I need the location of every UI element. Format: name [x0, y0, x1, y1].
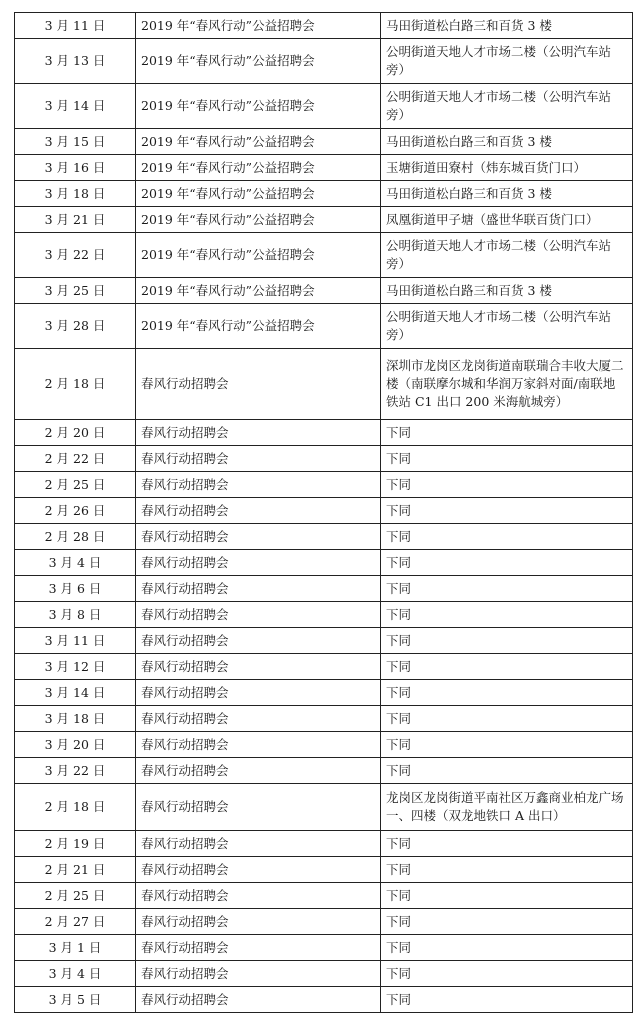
date-cell: 2 月 26 日 [15, 498, 136, 524]
location-cell: 下同 [381, 420, 633, 446]
date-cell: 3 月 1 日 [15, 935, 136, 961]
date-cell: 3 月 4 日 [15, 961, 136, 987]
event-name-cell: 春风行动招聘会 [136, 349, 381, 420]
location-cell: 下同 [381, 576, 633, 602]
location-cell: 下同 [381, 446, 633, 472]
event-name-cell: 春风行动招聘会 [136, 550, 381, 576]
location-cell: 下同 [381, 935, 633, 961]
date-cell: 2 月 22 日 [15, 446, 136, 472]
location-cell: 下同 [381, 706, 633, 732]
event-name-cell: 春风行动招聘会 [136, 857, 381, 883]
date-cell: 2 月 25 日 [15, 883, 136, 909]
table-row [15, 304, 633, 349]
table-row [15, 349, 633, 420]
event-name-cell: 2019 年“春风行动”公益招聘会 [136, 233, 381, 278]
event-name-cell: 2019 年“春风行动”公益招聘会 [136, 129, 381, 155]
location-cell: 玉塘街道田寮村（炜东城百货门口） [381, 155, 633, 181]
table-row [15, 831, 633, 857]
table-row [15, 987, 633, 1013]
event-name-cell: 春风行动招聘会 [136, 935, 381, 961]
date-cell: 3 月 14 日 [15, 680, 136, 706]
table-row [15, 550, 633, 576]
event-name-cell: 春风行动招聘会 [136, 420, 381, 446]
date-cell: 2 月 20 日 [15, 420, 136, 446]
location-cell: 下同 [381, 654, 633, 680]
event-name-cell: 2019 年“春风行动”公益招聘会 [136, 207, 381, 233]
event-name-cell: 春风行动招聘会 [136, 524, 381, 550]
table-row [15, 498, 633, 524]
event-name-cell: 春风行动招聘会 [136, 961, 381, 987]
table-row [15, 129, 633, 155]
date-cell: 3 月 18 日 [15, 181, 136, 207]
table-row [15, 680, 633, 706]
location-cell: 马田街道松白路三和百货 3 楼 [381, 278, 633, 304]
location-cell: 下同 [381, 628, 633, 654]
date-cell: 3 月 28 日 [15, 304, 136, 349]
date-cell: 3 月 4 日 [15, 550, 136, 576]
table-row [15, 181, 633, 207]
table-row [15, 472, 633, 498]
location-cell: 公明街道天地人才市场二楼（公明汽车站旁） [381, 39, 633, 84]
event-name-cell: 春风行动招聘会 [136, 831, 381, 857]
table-row [15, 628, 633, 654]
event-name-cell: 春风行动招聘会 [136, 987, 381, 1013]
location-cell: 下同 [381, 550, 633, 576]
location-cell: 公明街道天地人才市场二楼（公明汽车站旁） [381, 233, 633, 278]
event-name-cell: 春风行动招聘会 [136, 784, 381, 831]
event-name-cell: 2019 年“春风行动”公益招聘会 [136, 278, 381, 304]
event-name-cell: 2019 年“春风行动”公益招聘会 [136, 155, 381, 181]
table-row [15, 961, 633, 987]
table-row [15, 524, 633, 550]
date-cell: 2 月 18 日 [15, 349, 136, 420]
table-row [15, 732, 633, 758]
location-cell: 深圳市龙岗区龙岗街道南联瑞合丰收大厦二楼（南联摩尔城和华润万家斜对面/南联地铁站 C1 出口 200 米海航城旁） [381, 349, 633, 420]
date-cell: 2 月 21 日 [15, 857, 136, 883]
date-cell: 3 月 22 日 [15, 233, 136, 278]
location-cell: 下同 [381, 857, 633, 883]
date-cell: 2 月 27 日 [15, 909, 136, 935]
table-row [15, 576, 633, 602]
date-cell: 2 月 18 日 [15, 784, 136, 831]
date-cell: 3 月 20 日 [15, 732, 136, 758]
date-cell: 3 月 8 日 [15, 602, 136, 628]
table-row [15, 446, 633, 472]
job-fair-schedule-table [14, 12, 633, 1013]
date-cell: 3 月 5 日 [15, 987, 136, 1013]
location-cell: 下同 [381, 909, 633, 935]
event-name-cell: 春风行动招聘会 [136, 732, 381, 758]
table-row [15, 207, 633, 233]
table-row [15, 857, 633, 883]
table-row [15, 706, 633, 732]
event-name-cell: 春风行动招聘会 [136, 680, 381, 706]
date-cell: 2 月 28 日 [15, 524, 136, 550]
event-name-cell: 春风行动招聘会 [136, 628, 381, 654]
table-row [15, 758, 633, 784]
event-name-cell: 2019 年“春风行动”公益招聘会 [136, 304, 381, 349]
event-name-cell: 春风行动招聘会 [136, 909, 381, 935]
table-row [15, 39, 633, 84]
event-name-cell: 春风行动招聘会 [136, 758, 381, 784]
date-cell: 3 月 11 日 [15, 13, 136, 39]
event-name-cell: 2019 年“春风行动”公益招聘会 [136, 39, 381, 84]
date-cell: 3 月 6 日 [15, 576, 136, 602]
event-name-cell: 春风行动招聘会 [136, 883, 381, 909]
date-cell: 3 月 12 日 [15, 654, 136, 680]
table-row [15, 420, 633, 446]
location-cell: 下同 [381, 758, 633, 784]
event-name-cell: 春风行动招聘会 [136, 602, 381, 628]
location-cell: 龙岗区龙岗街道平南社区万鑫商业柏龙广场一、四楼（双龙地铁口 A 出口） [381, 784, 633, 831]
date-cell: 3 月 11 日 [15, 628, 136, 654]
location-cell: 下同 [381, 602, 633, 628]
event-name-cell: 春风行动招聘会 [136, 446, 381, 472]
table-row [15, 883, 633, 909]
location-cell: 下同 [381, 472, 633, 498]
location-cell: 马田街道松白路三和百货 3 楼 [381, 181, 633, 207]
location-cell: 下同 [381, 680, 633, 706]
table-row [15, 602, 633, 628]
location-cell: 公明街道天地人才市场二楼（公明汽车站旁） [381, 84, 633, 129]
location-cell: 下同 [381, 961, 633, 987]
date-cell: 3 月 15 日 [15, 129, 136, 155]
location-cell: 马田街道松白路三和百货 3 楼 [381, 13, 633, 39]
table-row [15, 13, 633, 39]
location-cell: 下同 [381, 987, 633, 1013]
location-cell: 下同 [381, 831, 633, 857]
date-cell: 3 月 18 日 [15, 706, 136, 732]
table-row [15, 233, 633, 278]
event-name-cell: 春风行动招聘会 [136, 706, 381, 732]
location-cell: 马田街道松白路三和百货 3 楼 [381, 129, 633, 155]
table-row [15, 784, 633, 831]
schedule-table-body [15, 13, 633, 1013]
date-cell: 3 月 13 日 [15, 39, 136, 84]
location-cell: 公明街道天地人才市场二楼（公明汽车站旁） [381, 304, 633, 349]
table-row [15, 654, 633, 680]
table-row [15, 84, 633, 129]
date-cell: 3 月 25 日 [15, 278, 136, 304]
table-row [15, 935, 633, 961]
event-name-cell: 春风行动招聘会 [136, 654, 381, 680]
date-cell: 2 月 25 日 [15, 472, 136, 498]
table-row [15, 909, 633, 935]
location-cell: 下同 [381, 524, 633, 550]
event-name-cell: 春风行动招聘会 [136, 472, 381, 498]
date-cell: 3 月 14 日 [15, 84, 136, 129]
location-cell: 下同 [381, 732, 633, 758]
event-name-cell: 2019 年“春风行动”公益招聘会 [136, 13, 381, 39]
table-row [15, 278, 633, 304]
location-cell: 下同 [381, 498, 633, 524]
table-row [15, 155, 633, 181]
location-cell: 下同 [381, 883, 633, 909]
location-cell: 凤凰街道甲子塘（盛世华联百货门口） [381, 207, 633, 233]
date-cell: 3 月 22 日 [15, 758, 136, 784]
date-cell: 2 月 19 日 [15, 831, 136, 857]
date-cell: 3 月 21 日 [15, 207, 136, 233]
date-cell: 3 月 16 日 [15, 155, 136, 181]
event-name-cell: 春风行动招聘会 [136, 498, 381, 524]
event-name-cell: 2019 年“春风行动”公益招聘会 [136, 84, 381, 129]
event-name-cell: 春风行动招聘会 [136, 576, 381, 602]
event-name-cell: 2019 年“春风行动”公益招聘会 [136, 181, 381, 207]
